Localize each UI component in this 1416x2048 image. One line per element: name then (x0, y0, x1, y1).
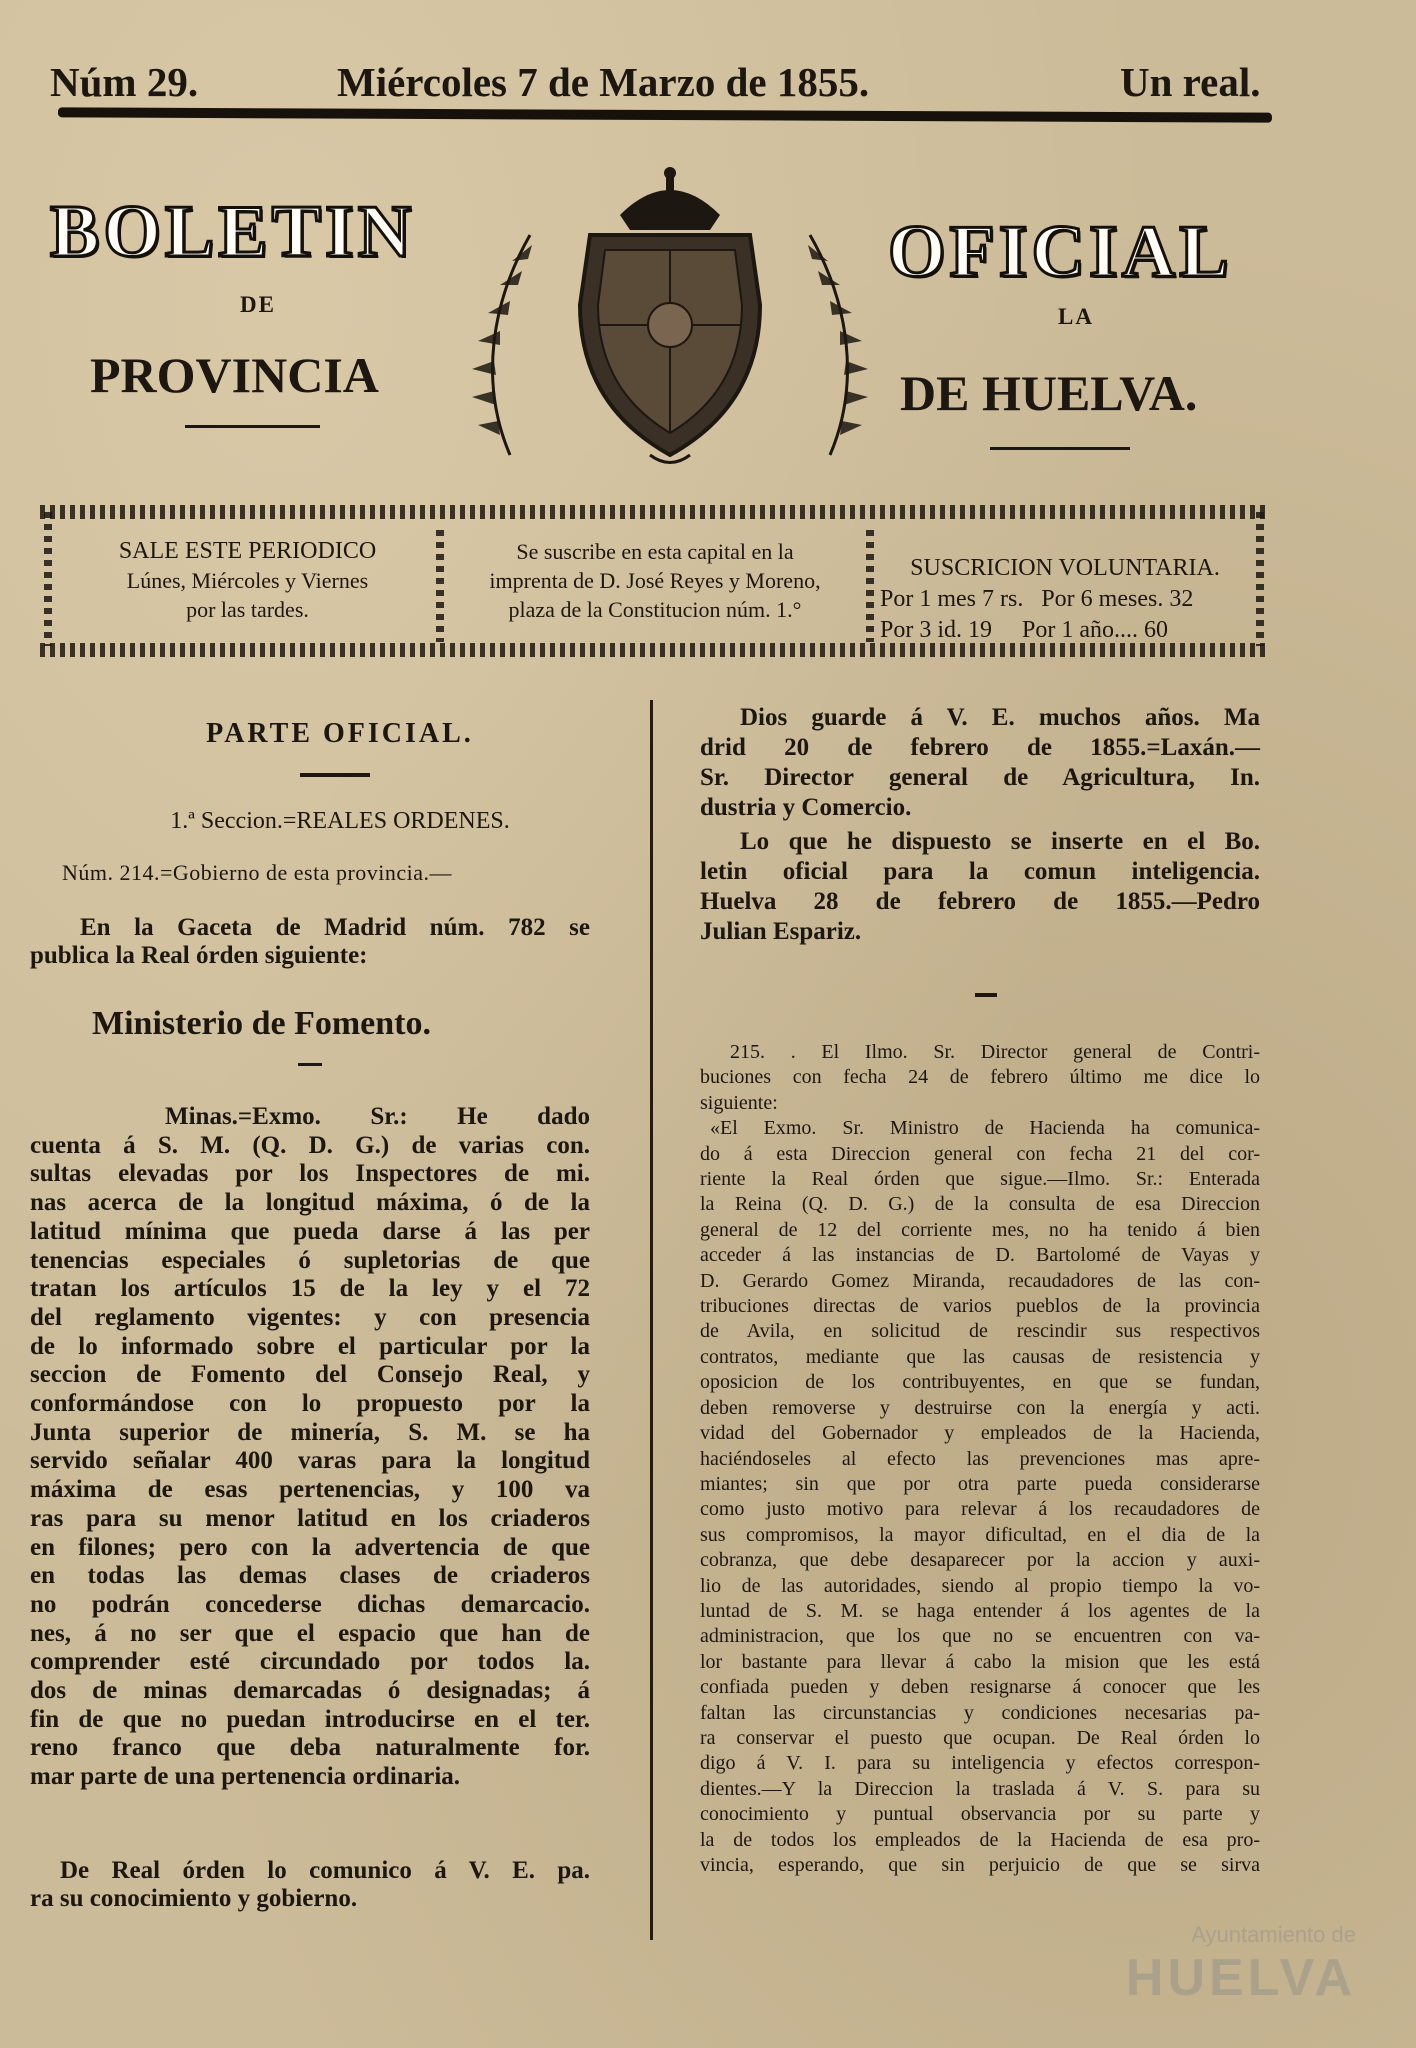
publication-order: Lo que he dispuesto se inserte en el Bo. letin oficial para la comun inteligencia. Huelva 28 de febrero de 1855.—Pedro Julian Espariz. (700, 828, 1260, 945)
notice-215-body: 215. . El Ilmo. Sr. Director general de Contri- buciones con fecha 24 de febrero último me dice lo siguiente: «El Exmo. Sr. Ministro de Hacienda ha comunica- do á esta Direccion general con fecha 21 del cor- riente la Real órden que sigue.—Ilmo. Sr.: Enterada la Reina (Q. D. G.) de la consulta de esa Direccion general de 12 del corriente mes, no ha tenido á bien acceder á las instancias de D. Bartolomé de Vayas y D. Gerardo Gomez Miranda, recaudadores de las con- tribuciones directas de varios pueblos de la provincia de Avila, en solicitud de rescindir sus respectivos contratos, mediante que las causas de resistencia y oposicion de los contribuyentes, en que se fundan, deben removerse y destruirse con la energía y acti. vidad del Gobernador y empleados de la Hacienda, haciéndoseles al efecto las prevenciones mas apre- miantes; sin que por otra parte pueda considerarse como justo motivo para relevar á los recaudadores de sus compromisos, la mayor dificultad, en el dia de la cobranza, que debe desaparecer por la accion y auxi- lio de las autoridades, siendo al propio tiempo la vo- luntad de S. M. se haga entender á los agentes de la administracion, que los que no se encuentren con va- lor bastante para llevar á cabo la mision que les está confiada pueden y deben resignarse á conocer que les faltan las circunstancias y condiciones necesarias pa- ra conservar el puesto que ocupan. De Real órden lo digo á V. I. para su inteligencia y efectos correspon- dientes.—Y la Direccion la traslada á V. S. para su conocimiento y puntual observancia por su parte y la de todos los empleados de la Hacienda de esa pro- vincia, esperando, que sin perjuicio de que se sirva (700, 1041, 1260, 1876)
royal-order-body: Minas.=Exmo. Sr.: He dado cuenta á S. M. (Q. D. G.) de varias con. sultas elevadas por los Inspectores de mi. nas acerca de la longitud máxima, ó de la latitud mínima que pueda darse á las per tenencias especiales ó supletorias de que tratan los artículos 15 de la ley y el 72 del reglamento vigentes: y con presencia de lo informado sobre el particular por la seccion de Fomento del Consejo Real, y conformándose con lo propuesto por la Junta superior de minería, S. M. se ha servido señalar 400 varas para la longitud máxima de esas pertenencias, y 100 va ras para su menor latitud en los criaderos en filones; pero con la advertencia de que en todas las demas clases de criaderos no podrán concederse dichas demarcacio. nes, á no ser que el espacio que han de comprender esté circundado por todos la. dos de minas demarcadas ó designadas; á fin de que no puedan introducirse en el ter. reno franco que deba naturalmente for. mar parte de una pertenencia ordinaria. (30, 1103, 590, 1791)
issue-number: Núm 29. (50, 59, 199, 105)
header-rule (58, 107, 1272, 122)
info-box-right-border (1256, 512, 1264, 646)
notice-header: Núm. 214.=Gobierno de esta provincia.— (62, 860, 453, 885)
issue-price: Un real. (1120, 59, 1261, 105)
masthead-la: LA (1058, 304, 1094, 329)
publishing-schedule: SALE ESTE PERIODICO Lúnes, Miércoles y Viernes por las tardes. (118, 538, 377, 622)
separator-ornament (975, 993, 997, 997)
ministry-title: Ministerio de Fomento. (92, 1005, 431, 1042)
subscription-place: Se suscribe en esta capital en la imprenta de D. José Reyes y Moreno, plaza de la Constitucion núm. 1.° (489, 539, 821, 622)
masthead-de: DE (240, 292, 276, 317)
intro-paragraph: En la Gaceta de Madrid núm. 782 se publica la Real órden siguiente: (30, 914, 590, 969)
letter-closing: Dios guarde á V. E. muchos años. Ma drid 20 de febrero de 1855.=Laxán.— Sr. Director general de Agricultura, In. dustria y Comercio. (700, 704, 1260, 821)
subsection-title: 1.ª Seccion.=REALES ORDENES. (170, 808, 510, 834)
masthead-ornament-right (990, 447, 1130, 450)
info-box-left-border (44, 512, 52, 646)
masthead-word-right: OFICIAL (888, 211, 1233, 293)
issue-date: Miércoles 7 de Marzo de 1855. (337, 59, 870, 105)
ornament (300, 773, 370, 777)
masthead-word-left: BOLETIN (50, 191, 416, 273)
masthead-ornament-left (185, 425, 320, 428)
masthead-de-huelva: DE HUELVA. (900, 365, 1198, 421)
info-divider-2 (866, 530, 874, 642)
subscription-prices: SUSCRICION VOLUNTARIA. Por 1 mes 7 rs. Por 6 meses. 32 Por 3 id. 19 Por 1 año.... 60 (880, 553, 1250, 646)
closing-paragraph: De Real órden lo comunico á V. E. pa. ra su conocimiento y gobierno. (30, 1857, 590, 1912)
archive-watermark (1126, 1922, 1356, 2008)
ministry-ornament (298, 1063, 322, 1066)
voluntary-subscription-title: SUSCRICION VOLUNTARIA. (910, 555, 1220, 581)
column-divider (650, 700, 653, 1940)
info-box-top-border (40, 505, 1268, 519)
coat-of-arms-emblem (470, 155, 870, 475)
section-title: PARTE OFICIAL. (206, 718, 474, 749)
info-divider-1 (436, 530, 444, 642)
watermark-line-2: HUELVA (1125, 1949, 1356, 2007)
masthead-provincia: PROVINCIA (90, 347, 379, 403)
watermark-line-1: Ayuntamiento de (1191, 1922, 1356, 1947)
